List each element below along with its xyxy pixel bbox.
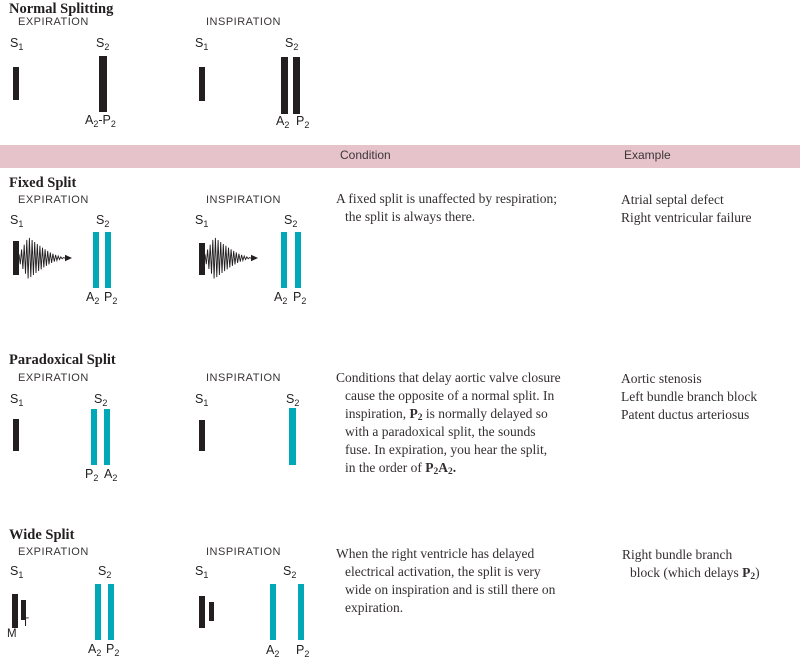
paradoxical-inspiration-label: INSPIRATION	[206, 372, 281, 384]
paradoxical-example-1: Aortic stenosis	[621, 371, 702, 386]
normal-exp-s2-bar	[99, 56, 107, 112]
fixed-inspiration-label: INSPIRATION	[206, 194, 281, 206]
paradoxical-example-3: Patent ductus arteriosus	[621, 407, 750, 422]
wide-example: Right bundle branch block (which delays $P_2$)	[622, 547, 760, 583]
wide-insp-a2-label: $A_2$	[266, 643, 280, 658]
fixed-exp-p2-label: $P_2$	[104, 290, 118, 306]
paradoxical-insp-s1-bar	[199, 420, 205, 451]
paradoxical-exp-p2-bar	[91, 409, 97, 465]
normal-insp-s1-bar	[199, 67, 205, 101]
wide-insp-a2-bar	[270, 584, 276, 640]
fixed-exp-murmur-waveform	[19, 234, 75, 282]
paradoxical-exp-s1-label: $S_1$	[10, 392, 24, 408]
section-title-wide-split: Wide Split	[9, 527, 75, 543]
fixed-exp-s1-label: $S_1$	[10, 213, 24, 229]
normal-inspiration-label: INSPIRATION	[206, 16, 281, 28]
wide-exp-p2-bar	[108, 584, 114, 640]
fixed-example-2: Right ventricular failure	[621, 210, 752, 225]
wide-insp-s2-label: $S_2$	[283, 564, 297, 580]
normal-insp-p2-bar	[293, 57, 300, 114]
fixed-exp-s2-label: $S_2$	[96, 213, 110, 229]
wide-insp-m-bar	[199, 596, 205, 628]
wide-exp-m-label: M	[7, 628, 17, 640]
fixed-insp-p2-label: $P_2$	[293, 290, 307, 306]
wide-inspiration-label: INSPIRATION	[206, 546, 281, 558]
condition-column-header: Condition	[340, 148, 391, 162]
normal-insp-a2-label: $A_2$	[276, 114, 290, 130]
normal-exp-s1-label: $S_1$	[10, 36, 24, 52]
wide-insp-p2-bar	[298, 584, 304, 640]
fixed-insp-s1-label: $S_1$	[195, 213, 209, 229]
paradoxical-insp-s1-label: $S_1$	[195, 392, 209, 408]
wide-exp-s1-label: $S_1$	[10, 564, 24, 580]
wide-exp-m-bar	[12, 594, 18, 628]
paradoxical-insp-s2-label: $S_2$	[286, 392, 300, 408]
wide-insp-s1-label: $S_1$	[195, 564, 209, 580]
example-column-header: Example	[624, 148, 671, 162]
fixed-expiration-label: EXPIRATION	[18, 194, 89, 206]
paradoxical-exp-p2-label: $P_2$	[85, 467, 99, 483]
fixed-exp-p2-bar	[105, 232, 111, 288]
paradoxical-condition-text: Conditions that delay aortic valve closure cause the opposite of a normal split. In inspiration, $P_2$ is normally delayed so with a paradoxical split, the sounds fuse. In expiration, you hear the split, in the order of $P_2A_2$.	[336, 370, 561, 478]
paradoxical-exp-s1-bar	[13, 419, 19, 451]
wide-exp-s2-label: $S_2$	[98, 564, 112, 580]
normal-insp-s2-label: $S_2$	[285, 36, 299, 52]
paradoxical-insp-s2-bar	[289, 408, 296, 465]
wide-insp-t-bar	[209, 602, 214, 621]
paradoxical-expiration-label: EXPIRATION	[18, 372, 89, 384]
table-header-band	[0, 145, 800, 168]
fixed-insp-p2-bar	[295, 232, 301, 288]
paradoxical-exp-a2-label: $A_2$	[104, 467, 118, 483]
fixed-condition-text: A fixed split is unaffected by respiration; the split is always there.	[336, 191, 557, 224]
paradoxical-example-2: Left bundle branch block	[621, 389, 758, 404]
fixed-insp-murmur-waveform	[205, 234, 261, 282]
normal-exp-a2p2-label: $A_2-P_2$	[85, 113, 116, 129]
wide-exp-t-label: T	[22, 617, 30, 629]
fixed-insp-a2-label: $A_2$	[274, 290, 288, 306]
wide-exp-p2-label: $P_2$	[106, 642, 120, 658]
paradoxical-exp-a2-bar	[104, 409, 110, 465]
wide-condition-text: When the right ventricle has delayed electrical activation, the split is very wide on inspiration and is still there on expiration.	[336, 546, 556, 615]
normal-insp-s1-label: $S_1$	[195, 36, 209, 52]
fixed-insp-s2-label: $S_2$	[284, 213, 298, 229]
section-title-normal-splitting: Normal Splitting	[9, 1, 114, 17]
normal-insp-p2-label: $P_2$	[296, 114, 310, 130]
fixed-exp-a2-bar	[93, 232, 99, 288]
wide-insp-p2-label: $P_2$	[296, 643, 310, 658]
wide-exp-a2-bar	[95, 584, 101, 640]
paradoxical-exp-s2-label: $S_2$	[94, 392, 108, 408]
normal-insp-a2-bar	[281, 57, 288, 114]
section-title-paradoxical-split: Paradoxical Split	[9, 352, 116, 368]
wide-exp-a2-label: $A_2$	[88, 642, 102, 658]
wide-expiration-label: EXPIRATION	[18, 546, 89, 558]
fixed-example-1: Atrial septal defect	[621, 192, 724, 207]
normal-expiration-label: EXPIRATION	[18, 16, 89, 28]
fixed-insp-a2-bar	[281, 232, 287, 288]
fixed-exp-a2-label: $A_2$	[86, 290, 100, 306]
normal-exp-s1-bar	[13, 67, 19, 100]
section-title-fixed-split: Fixed Split	[9, 175, 77, 191]
normal-exp-s2-label: $S_2$	[96, 36, 110, 52]
